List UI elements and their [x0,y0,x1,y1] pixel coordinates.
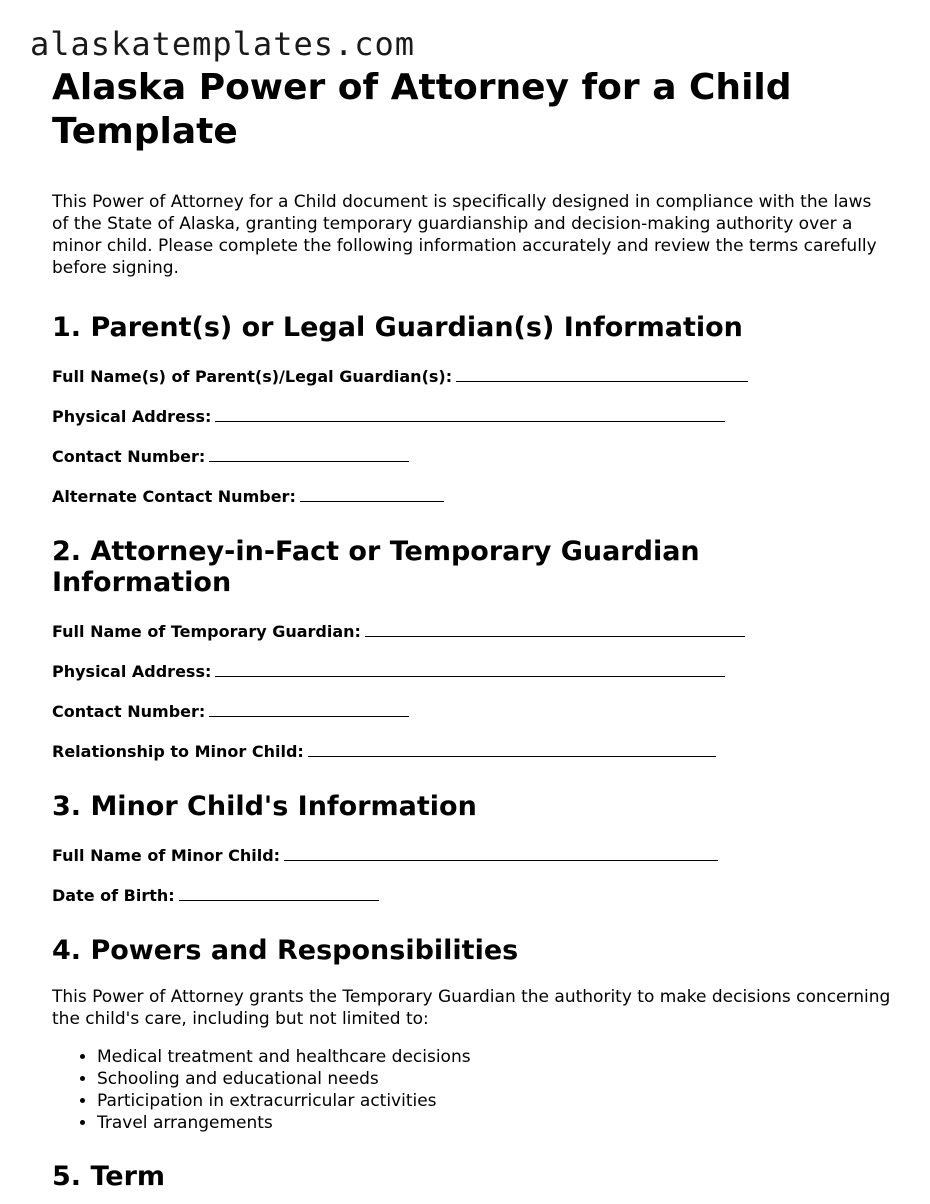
field-label: Contact Number: [52,447,206,466]
section-powers [52,935,892,1134]
field-label: Physical Address: [52,662,212,681]
field-parent-alt-contact [52,485,892,505]
field-label: Alternate Contact Number: [52,487,296,506]
blank-line-guardian-relationship[interactable] [308,740,716,757]
powers-list [52,1046,892,1134]
blank-line-parent-alt-contact[interactable] [300,485,444,502]
field-label: Full Name(s) of Parent(s)/Legal Guardian(s): [52,367,453,386]
list-item: • Schooling and educational needs [97,1068,892,1090]
field-guardian-relationship [52,740,892,760]
list-item: • Travel arrangements [97,1112,892,1134]
field-label: Physical Address: [52,407,212,426]
section-heading-parents: 1. Parent(s) or Legal Guardian(s) Information [52,312,743,343]
page-title: Alaska Power of Attorney for a Child Template [52,67,792,152]
blank-line-parent-address[interactable] [215,405,725,422]
field-child-name [52,844,892,864]
field-guardian-contact [52,700,892,720]
blank-line-guardian-address[interactable] [215,660,725,677]
field-label: Contact Number: [52,702,206,721]
field-label: Date of Birth: [52,886,175,905]
blank-line-child-dob[interactable] [179,884,379,901]
section-parents [52,312,892,505]
field-label: Full Name of Minor Child: [52,846,281,865]
document-page [52,66,892,1192]
field-parent-names [52,365,892,385]
list-item: • Participation in extracurricular activities [97,1090,892,1112]
field-parent-address [52,405,892,425]
field-parent-contact [52,445,892,465]
section-child [52,791,892,904]
field-label: Full Name of Temporary Guardian: [52,622,361,641]
field-label: Relationship to Minor Child: [52,742,304,761]
field-guardian-address [52,660,892,680]
section-heading-child: 3. Minor Child's Information [52,791,477,822]
section-heading-term: 5. Term [52,1161,166,1192]
site-watermark: alaskatemplates.com [30,25,416,63]
field-child-dob [52,884,892,904]
powers-paragraph: This Power of Attorney grants the Temporary Guardian the authority to make decisions concerning the child's care, including but not limited to: [52,987,891,1029]
section-heading-guardian: 2. Attorney-in-Fact or Temporary Guardian Information [52,536,700,598]
blank-line-child-name[interactable] [284,844,718,861]
section-term [52,1161,892,1192]
intro-paragraph: This Power of Attorney for a Child document is specifically designed in compliance with the laws of the State of Alaska, granting temporary guardianship and decision-making authority over a minor child. Please complete the following information accurately and review the terms carefully before signing. [52,192,877,278]
section-guardian [52,536,892,760]
blank-line-guardian-contact[interactable] [209,700,409,717]
blank-line-parent-contact[interactable] [209,445,409,462]
field-guardian-name [52,620,892,640]
list-item: • Medical treatment and healthcare decisions [97,1046,892,1068]
section-heading-powers: 4. Powers and Responsibilities [52,935,519,966]
blank-line-guardian-name[interactable] [365,620,745,637]
blank-line-parent-names[interactable] [456,365,748,382]
